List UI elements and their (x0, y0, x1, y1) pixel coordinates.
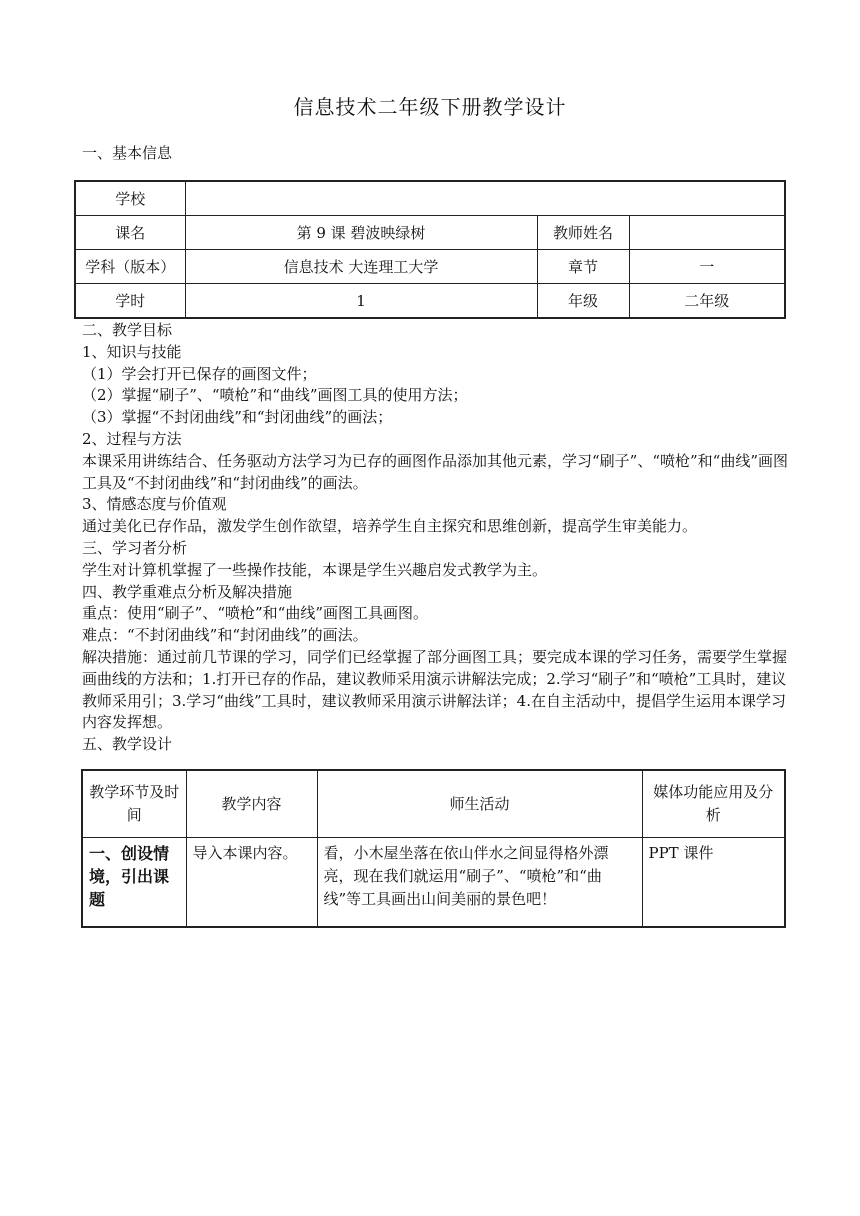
header-activity: 师生活动 (317, 770, 642, 838)
key-focus: 重点：使用“刷子”、“喷枪”和“曲线”画图工具画图。 (82, 604, 429, 623)
table-row (75, 216, 785, 250)
subject-label: 学科（版本） (75, 250, 185, 284)
school-label: 学校 (75, 181, 185, 216)
goal-3-title: 3、情感态度与价值观 (82, 495, 227, 514)
hours-value: 1 (185, 284, 537, 319)
section-heading-design: 五、教学设计 (82, 735, 173, 754)
section-heading-key-points: 四、教学重难点分析及解决措施 (82, 582, 293, 601)
section-heading-goals: 二、教学目标 (82, 321, 173, 339)
basic-info-table (74, 180, 786, 319)
goal-2-text: 本课采用讲练结合、任务驱动方法学习为已存的画图作品添加其他元素，学习“刷子”、“喷枪”和“曲线”画图工具及“不封闭曲线”和“封闭曲线”的画法。 (82, 451, 789, 492)
body-text (82, 320, 788, 756)
goal-1-line-2: （2）掌握“刷子”、“喷枪”和“曲线”画图工具的使用方法； (82, 386, 468, 405)
course-value: 第 9 课 碧波映绿树 (185, 216, 537, 250)
chapter-label: 章节 (537, 250, 629, 284)
cell-activity: 看，小木屋坐落在依山伴水之间显得格外漂亮，现在我们就运用“刷子”、“喷枪”和“曲线”等工具画出山间美丽的景色吧！ (317, 838, 642, 928)
section-heading-learner: 三、学习者分析 (82, 538, 188, 557)
key-difficulty: 难点：“不封闭曲线”和“封闭曲线”的画法。 (82, 626, 368, 645)
goal-1-line-3: （3）掌握“不封闭曲线”和“封闭曲线”的画法； (82, 408, 393, 427)
goal-3-text: 通过美化已存作品，激发学生创作欲望，培养学生自主探究和思维创新，提高学生审美能力。 (82, 517, 698, 536)
cell-content: 导入本课内容。 (186, 838, 317, 928)
header-stage: 教学环节及时间 (82, 770, 186, 838)
grade-label: 年级 (537, 284, 629, 319)
table-header-row (82, 770, 785, 838)
cell-media: PPT 课件 (642, 838, 785, 928)
table-row (75, 250, 785, 284)
header-media: 媒体功能应用及分析 (642, 770, 785, 838)
header-content: 教学内容 (186, 770, 317, 838)
teaching-design-table (81, 769, 786, 928)
goal-1-title: 1、知识与技能 (82, 342, 182, 361)
hours-label: 学时 (75, 284, 185, 319)
key-measures: 解决措施：通过前几节课的学习，同学们已经掌握了部分画图工具；要完成本课的学习任务，需要学生掌握画曲线的方法和；1.打开已存的作品，建议教师采用演示讲解法完成；2.学习“刷子”和“喷枪”工具时，建议教师采用引；3.学习“曲线”工具时，建议教师采用演示讲解法详；4.在自主活动中，提倡学生运用本课学习内容发挥想。 (82, 647, 788, 732)
table-row (75, 181, 785, 216)
school-value (185, 181, 785, 216)
learner-text: 学生对计算机掌握了一些操作技能，本课是学生兴趣启发式教学为主。 (82, 560, 548, 579)
goal-2-title: 2、过程与方法 (82, 429, 182, 448)
table-row (75, 284, 785, 319)
grade-value: 二年级 (629, 284, 785, 319)
subject-value: 信息技术 大连理工大学 (185, 250, 537, 284)
chapter-value: 一 (629, 250, 785, 284)
teacher-label: 教师姓名 (537, 216, 629, 250)
goal-1-line-1: （1）学会打开已保存的画图文件； (82, 364, 317, 383)
course-label: 课名 (75, 216, 185, 250)
cell-stage: 一、创设情境，引出课题 (82, 838, 186, 928)
page-title: 信息技术二年级下册教学设计 (293, 95, 567, 119)
table-row (82, 838, 785, 928)
teacher-value (629, 216, 785, 250)
section-heading-basic-info: 一、基本信息 (82, 144, 173, 162)
